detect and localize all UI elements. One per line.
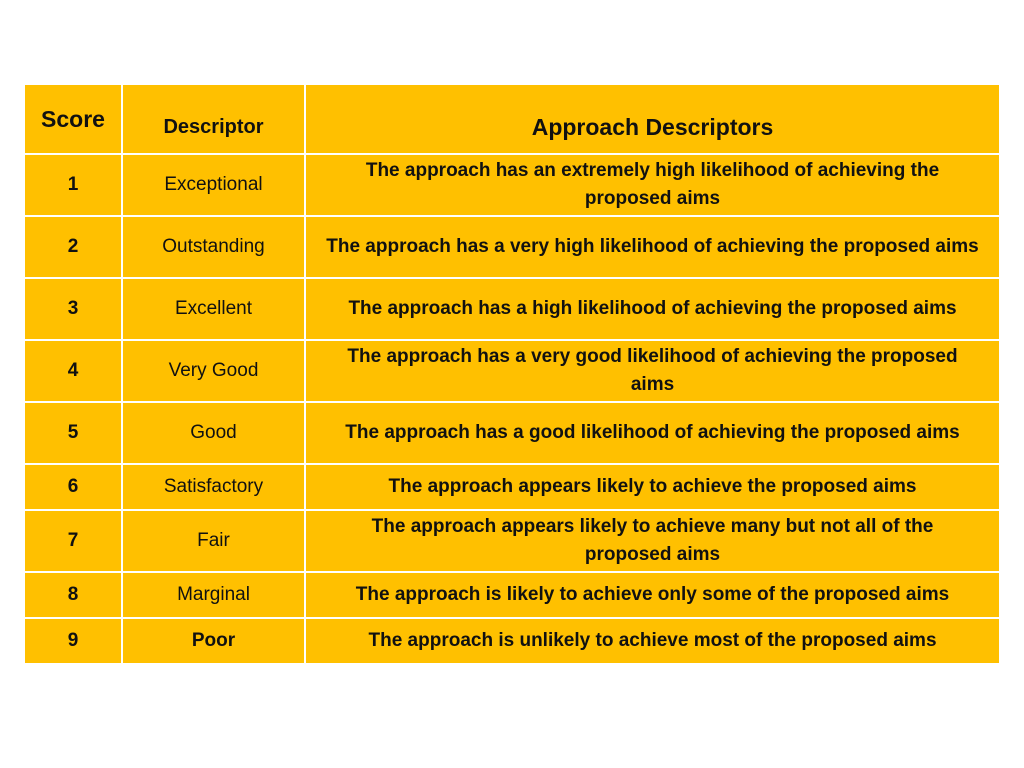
header-approach-descriptors: Approach Descriptors [306, 85, 999, 153]
approach-cell: The approach appears likely to achieve many but not all of the proposed aims [306, 511, 999, 571]
descriptor-cell: Poor [123, 619, 304, 663]
approach-cell: The approach is unlikely to achieve most of the proposed aims [306, 619, 999, 663]
approach-cell: The approach has a good likelihood of achieving the proposed aims [306, 403, 999, 463]
descriptor-cell: Marginal [123, 573, 304, 617]
score-cell: 8 [25, 573, 121, 617]
descriptor-cell: Very Good [123, 341, 304, 401]
approach-cell: The approach has a very good likelihood of achieving the proposed aims [306, 341, 999, 401]
descriptor-cell: Satisfactory [123, 465, 304, 509]
approach-cell: The approach has a high likelihood of achieving the proposed aims [306, 279, 999, 339]
score-cell: 3 [25, 279, 121, 339]
approach-cell: The approach is likely to achieve only some of the proposed aims [306, 573, 999, 617]
approach-cell: The approach has an extremely high likelihood of achieving the proposed aims [306, 155, 999, 215]
descriptor-cell: Excellent [123, 279, 304, 339]
score-cell: 1 [25, 155, 121, 215]
descriptor-cell: Outstanding [123, 217, 304, 277]
header-score: Score [25, 85, 121, 153]
score-cell: 6 [25, 465, 121, 509]
approach-cell: The approach appears likely to achieve the proposed aims [306, 465, 999, 509]
descriptor-cell: Fair [123, 511, 304, 571]
score-cell: 4 [25, 341, 121, 401]
descriptor-cell: Good [123, 403, 304, 463]
scoring-table [25, 85, 999, 663]
header-descriptor: Descriptor [123, 85, 304, 153]
approach-cell: The approach has a very high likelihood of achieving the proposed aims [306, 217, 999, 277]
score-cell: 9 [25, 619, 121, 663]
score-cell: 7 [25, 511, 121, 571]
descriptor-cell: Exceptional [123, 155, 304, 215]
score-cell: 2 [25, 217, 121, 277]
score-cell: 5 [25, 403, 121, 463]
